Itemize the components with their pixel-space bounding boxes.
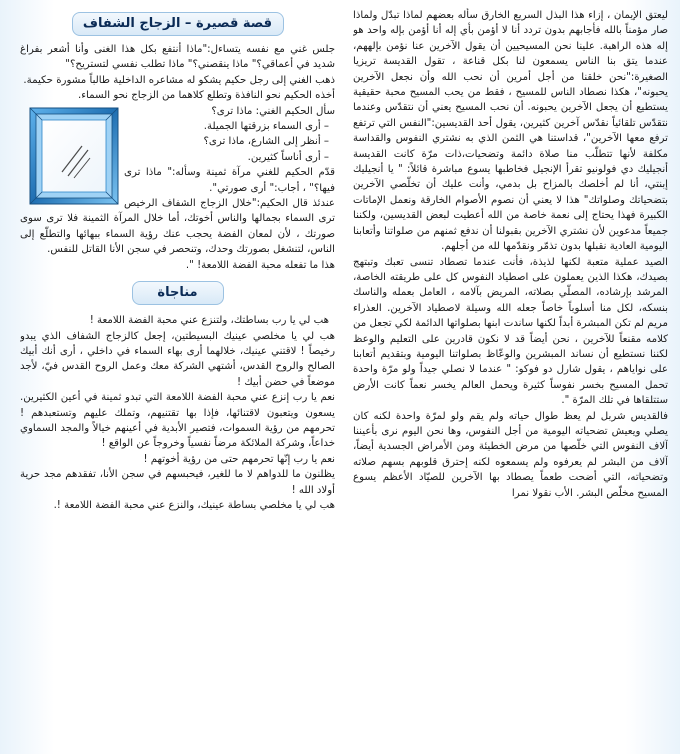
prayer-title: مناجاة bbox=[132, 281, 224, 305]
left-column bbox=[20, 8, 335, 748]
story-line: هذا ما تفعله محبة الفضة اللامعة! ". bbox=[185, 259, 335, 271]
prayer-line: يظلنون ما للدواهم لا ما للغير، فيحبسهم في سجن الأنا، تفقدهم مجد حرية أولاد الله ! bbox=[20, 469, 335, 496]
prayer-line: هب لي يا مخلصي بساطة عينيك، والنزع عني محبة الفضة اللامعة !. bbox=[53, 499, 335, 511]
mirror-illustration bbox=[28, 106, 120, 206]
story-line: ذهب الغني إلى رجل حكيم يشكو له مشاعره الداخلية طالباً مشورة حكيمة. bbox=[23, 74, 335, 86]
prayer-line: هب لي يا رب بساطتك، ولتنزع عني محبة الفضة اللامعة ! bbox=[89, 315, 329, 327]
prayer-text bbox=[20, 313, 335, 513]
paragraph: ليعتق الإيمان ، إزاء هذا البذل السريع الخارق سأله بعضهم لماذا تبدّل ولماذا صار مؤمناً بالله فأجابهم بدون تردد أنا لا أؤمن بأي إله أنا أؤمن بإله واحد هو إله هذه الراهبة. علينا نحن المسيحيين أن يقول الآخرين عنا نؤمن بإلههم، عندما يتق بنا الناس يسمعون لنا بكل قناعة ، تقول القديسة تريزيا الصغيرة:"نحن خلقنا من أجل أمرين أن نحب الله وأن نجعل الآخرين يحبونه"، هكذا نصطاد الناس للمسيح ، فقط من يحب المسيح محبة حقيقية يستطيع أن يجعل الآخرين يحبونه. أن نحب المسيح يعني أن نتقدّس وعندما نتقدّس تلقائياً نقدّس آخرين كثيرين، يقول أحد القديسين:"النفس التي ترتفع ترفع معها الآخرين"، قداستنا هي الثمن الذي به نشتري النفوس والقداسة مكلفة لأنها تتطلّب منا صلاة دائمة وتضحيات،ذات مرّة كانت القديسة أنجيليك دي فولونيو تقرأ الإنجيل فخاطبها يسوع مباشرة قائلاً: " يا أنجيليك إبنتي، أنا لم أخلصك بالمزاح بل بدمي، وأنت عليك أن تخلّصي الآخرين بتضحياتك وصلواتك" هذا لا يعني أن نصوم الأصوام الخارقة ونعمل الإماتات الكبيرة فهذا يحتاج إلى نعمة خاصة من الله أعطيت لبعض القديسين، ولكننا جميعاً مدعوين لأن نشتري الآخرين بقبولنا أن ندفع ثمنهم من صلواتنا وأتعابنا اليومية العادية نقبلها بدون تذمّر ونقدّمها لله من أجلهم. bbox=[353, 10, 668, 253]
right-column bbox=[353, 8, 668, 748]
prayer-line: هب لي يا مخلصي عينيك البسيطتين، إجعل كالزجاج الشفاف الذي يبدو رخيصاً ! لاقتني عينيك، خلالهما أرى بهاء السماء في داخلي ، أرى أنك أبيك الصالح والروح القدس، أشتهي الشركة معك وعمل الروح القدس فيّ، لأجد موضعاً في حضن أبيك ! bbox=[20, 330, 335, 388]
story-ending bbox=[20, 196, 335, 273]
story-line: جلس غني مع نفسه يتساءل:"ماذا أنتفع بكل هذا الغنى وأنا أشعر بفراغ شديد في أعماقي؟" ماذا ينقصني؟" ماذا تطلب نفسي لتستريح؟" bbox=[20, 44, 335, 71]
story-line: – أرى السماء بزرقتها الجميلة. bbox=[203, 121, 329, 133]
story-line: عندئذ قال الحكيم:"خلال الزجاج الشفاف الرخيص ترى السماء بجمالها والناس أخوتك، أما خلال المرآة الثمينة فلا ترى سوى صورتك ، لأن لمعان الفضة يحجب عنك رؤية السماء ببهائها والتطلّع إلى الناس، لتنشغل بصورتك وحدك، وتنحصر في سجن الأنا القاتل للنفس. bbox=[20, 198, 335, 256]
story-title: قصة قصيرة – الزجاج الشفاف bbox=[72, 12, 284, 36]
story-line: أخذه الحكيم نحو النافذة وتطلع كلاهما من الزجاج نحو السماء. bbox=[78, 90, 335, 102]
prayer-line: نعم يا رب إنّها تحرمهم حتى من رؤية أخوتهم ! bbox=[143, 453, 335, 465]
paragraph: الصيد عملية متعبة لكنها لذيذة، فأنت عندما تصطاد تنسى تعبك وتبتهج بصيدك، هكذا الذين يعملون على اصطياد النفوس كل على طريقته الخاصة، المرشد بإرشاده، المصلّي بصلاته، المريض بآلامه ، العامل بعمله والناسك بنسكه، لكل منا أسلوباً خاصاً جعله الله وسيلة لاصطياد الآخرين. العذراء مريم لم تكن المبشرة أبداً لكنها ساندت ابنها بصلواتها الدائمة لكي تجعل من كلامه مقنعاً للآخرين ، نحن أيضاً قد لا نكون قادرين على التعليم والوعظ لكننا نستطيع أن نساند المبشرين والوعّاظ بصلواتنا اليومية وبتقديم أتعابنا على نواياهم ، يقول شارل دو فوكو: " عندما لا نصلي جيداً ولو مرّة واحدة تحمل المسيح بخسر نفوساً كثيرة ويحمل العالم يخسر نعماً كانت الأرض ستتلقاها في تلك المرّة ". bbox=[353, 256, 668, 407]
paragraph: فالقديس شربل لم يعظ طوال حياته ولم يقم ولو لمرّة واحدة لكنه كان يصلي ويعيش تضحياته اليومية من أجل النفوس، وها نحن اليوم نرى بأعيننا آلاف النفوس التي خلّصها من مرض الخطيئة ومن الأمراض الجسدية أيضاً، آلاف من البشر لم يعرفوه ولم يسمعوه لكنه إحترق قلوبهم بسهم صلاته وتضحياته، التي أضحت طعماً يصطاد بها الآخرين للصيّاد الأعظم يسوع المسيح مخلّص البشر. الأب نقولا نمرا bbox=[353, 410, 668, 499]
prayer-line: نعم يا رب إنزع عني محبة الفضة اللامعة التي تبدو ثمينة في أعين الكثيرين. يسعون ويتعبون لاقتنائها، فإذا بها تقتنيهم، وتملك عليهم وتستعبدهم ! تحرمهم من رؤية السموات، فتصير الأبدية في أعينهم خيالاً والمجد السماوي خداعاً، وشركة الملائكة مرضاً نفسياً وخروجاً عن الواقع ! bbox=[20, 392, 335, 450]
story-line: سأل الحكيم الغني: ماذا ترى؟ bbox=[211, 105, 335, 117]
story-line: – أرى أناساً كثيرين. bbox=[247, 151, 329, 163]
story-line: قدّم الحكيم للغني مرآة ثمينة وسأله:" ماذا ترى فيها؟" ، أجاب:" أرى صورتي". bbox=[124, 167, 335, 194]
story-line: – أنظر إلى الشارع، ماذا ترى؟ bbox=[203, 136, 329, 148]
story-intro bbox=[20, 42, 335, 104]
mirror-icon bbox=[28, 106, 120, 206]
